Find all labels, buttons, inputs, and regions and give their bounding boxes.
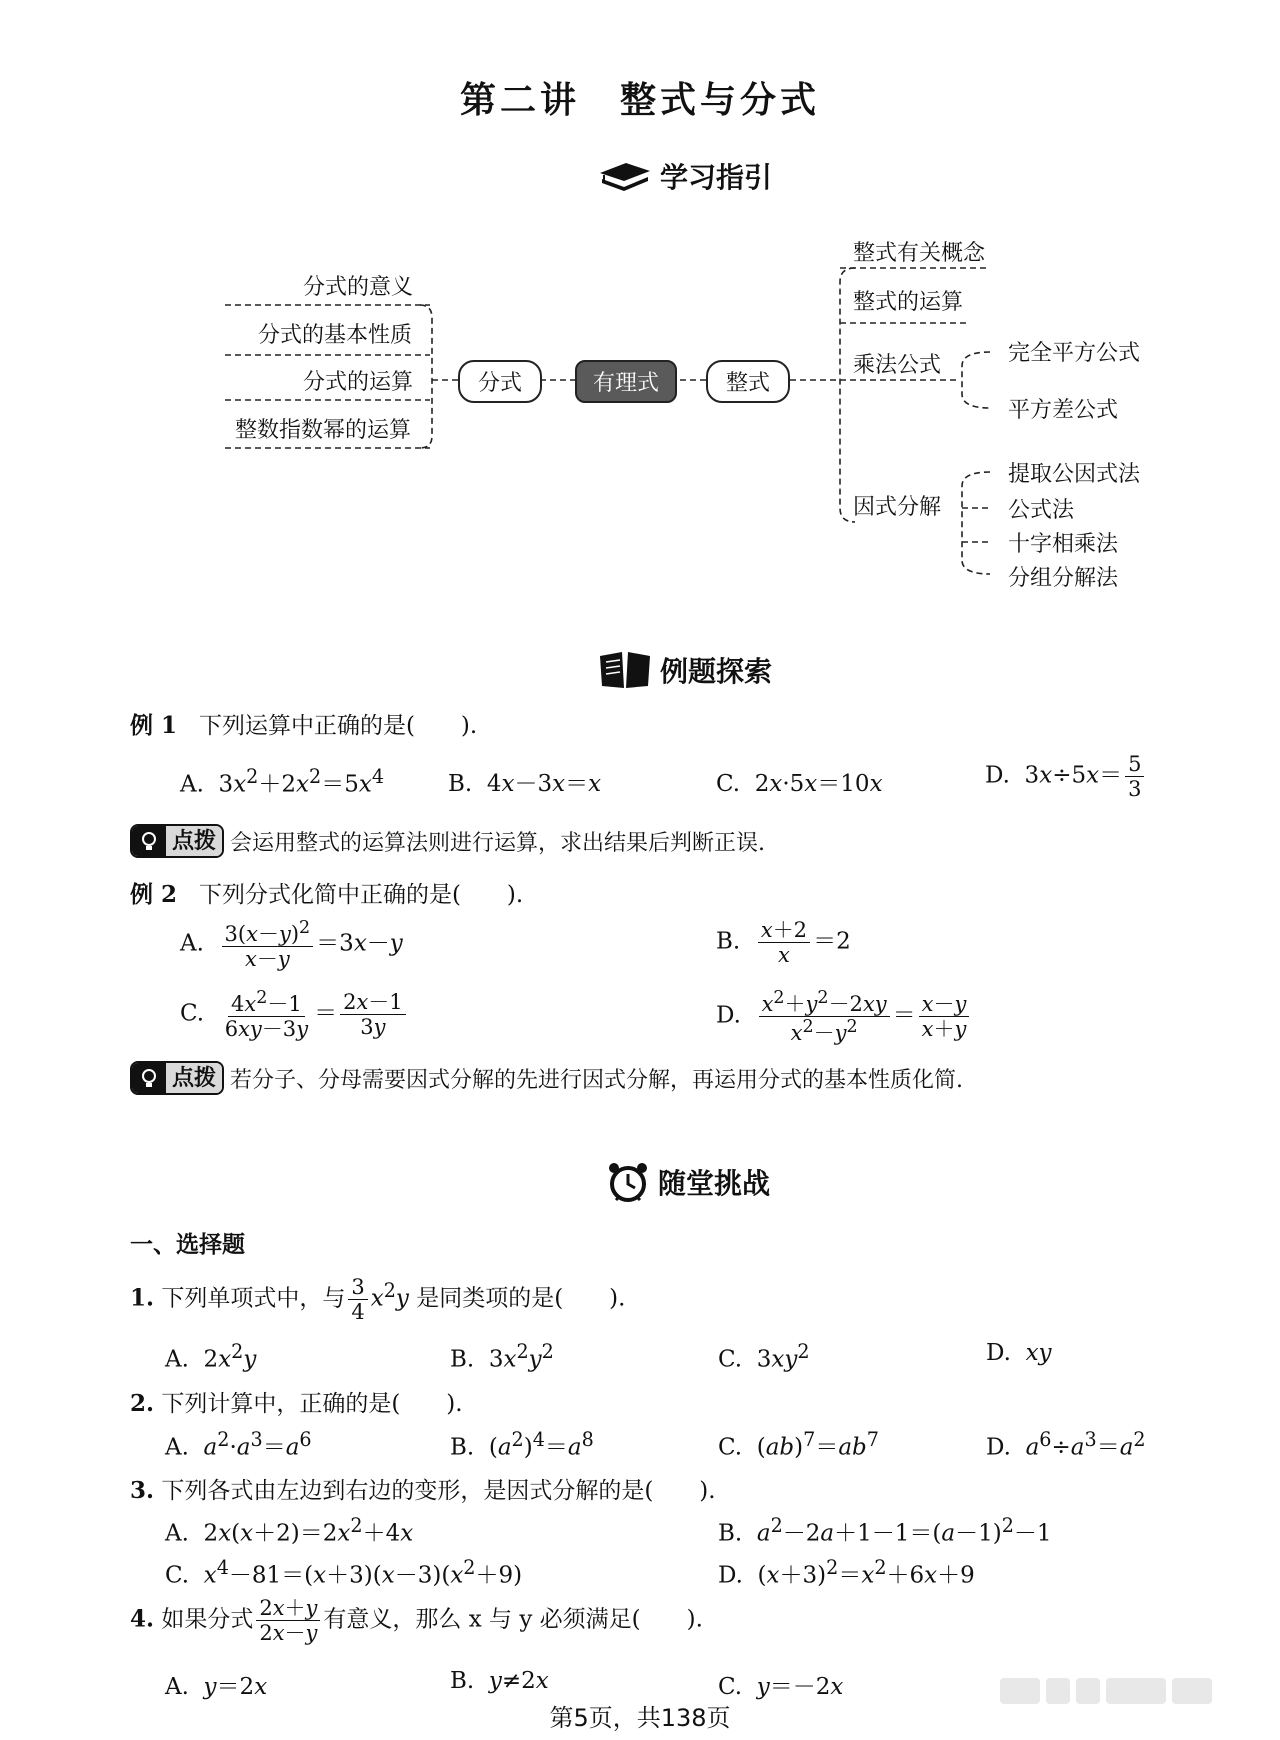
question-4-option-a: A. y＝2x — [165, 1674, 268, 1700]
question-1-option-d: D. xy — [986, 1340, 1052, 1366]
section-guide-title: 学习指引 — [660, 161, 773, 194]
example-1-option-d: D. 3x÷5x＝ $\frac{5}{3}$ — [985, 752, 1147, 801]
hint-text: 若分子、分母需要因式分解的先进行因式分解，再运用分式的基本性质化简. — [230, 1067, 964, 1093]
question-2-option-b: B. $(a^2)^4=a^8$ — [450, 1428, 594, 1461]
mindmap-right-item: 整式有关概念 — [853, 241, 986, 266]
open-book-icon — [598, 650, 652, 690]
hint-1 — [130, 824, 765, 858]
part-heading: 一、选择题 — [130, 1231, 245, 1258]
question-2: 2. 下列计算中，正确的是( ). — [130, 1390, 463, 1417]
question-4: 4. 如果分式 $\frac{2x+y}{2x-y}$ 有意义，那么 x 与 y 必须满足( ). — [130, 1596, 703, 1646]
section-examples-header — [598, 650, 772, 690]
example-text: 下列分式化简中正确的是( ). — [198, 882, 524, 908]
example-1-option-c: C. 2x·5x＝10x — [716, 771, 883, 797]
question-2-option-a: A. $a^2\cdot a^3=a^6$ — [165, 1428, 312, 1461]
mindmap-left-item: 整数指数幂的运算 — [235, 418, 412, 443]
example-label: 例 1 — [130, 712, 178, 739]
hint-badge: 点拨 — [130, 824, 224, 858]
example-2 — [130, 876, 523, 909]
example-1-option-b: B. 4x－3x＝x — [448, 771, 602, 797]
example-2-option-c: C. $\frac{4x^2-1}{6xy-3y}$ ＝ $\frac{2x-1}{3y}$ — [180, 988, 409, 1041]
mindmap-factor-item: 提取公因式法 — [1008, 462, 1141, 487]
question-4-option-c: C. y＝－2x — [718, 1674, 844, 1700]
mindmap-factor-item: 十字相乘法 — [1008, 532, 1119, 557]
mindmap-node-integral: 整式 — [706, 360, 790, 403]
mindmap-node-rational: 有理式 — [575, 360, 677, 403]
example-text: 下列运算中正确的是( ). — [198, 713, 478, 739]
question-3-option-d: D. $(x+3)^2=x^2+6x+9$ — [718, 1556, 975, 1589]
example-2-option-b: B. $\frac{x+2}{x}$ ＝2 — [716, 918, 851, 968]
example-1 — [130, 707, 477, 740]
lightbulb-icon — [132, 1063, 166, 1093]
mindmap-left-item: 分式的运算 — [303, 370, 414, 395]
example-1-option-a: A. $3x^2+2x^2=5x^4$ — [180, 765, 385, 798]
question-3-option-b: B. $a^2-2a+1-1=(a-1)^2-1$ — [718, 1514, 1052, 1547]
question-3-option-c: C. $x^4-81=(x+3)(x-3)(x^2+9)$ — [165, 1556, 523, 1589]
hint-badge: 点拨 — [130, 1061, 224, 1095]
section-challenge-header — [606, 1160, 770, 1204]
question-2-option-c: C. $(ab)^7=ab^7$ — [718, 1428, 879, 1461]
mindmap-mult-item: 平方差公式 — [1008, 398, 1119, 423]
mindmap-left-item: 分式的意义 — [303, 275, 414, 300]
lightbulb-icon — [132, 826, 166, 856]
section-examples-title: 例题探索 — [660, 655, 773, 688]
page-counter: 第5页，共138页 — [549, 1704, 731, 1732]
question-3: 3. 下列各式由左边到右边的变形，是因式分解的是( ). — [130, 1477, 716, 1504]
mindmap-right-item: 整式的运算 — [853, 290, 964, 315]
section-challenge-title: 随堂挑战 — [658, 1167, 771, 1200]
question-1-option-b: B. $3x^2y^2$ — [450, 1340, 554, 1373]
mindmap-node-fraction: 分式 — [458, 360, 542, 403]
example-label: 例 2 — [130, 881, 178, 908]
example-2-option-a: A. $\frac{3(x-y)^2}{x-y}$ ＝3x－y — [180, 918, 403, 972]
hint-text: 会运用整式的运算法则进行运算，求出结果后判断正误. — [230, 830, 766, 856]
question-1-option-c: C. $3xy^2$ — [718, 1340, 810, 1373]
mindmap-right-item: 乘法公式 — [853, 353, 942, 378]
mindmap-factor-item: 公式法 — [1008, 498, 1075, 523]
mindmap-right-item: 因式分解 — [853, 495, 942, 520]
page-title: 第二讲 整式与分式 — [459, 79, 820, 121]
question-3-option-a: A. $2x(x+2)=2x^2+4x$ — [165, 1514, 414, 1547]
question-1: 1. 下列单项式中，与 $\frac{3}{4}$ $x^2y$ 是同类项的是( ). — [130, 1275, 626, 1325]
question-1-option-a: A. $2x^2y$ — [165, 1340, 257, 1373]
mindmap-left-item: 分式的基本性质 — [258, 323, 413, 348]
example-2-option-d: D. $\frac{x^2+y^2-2xy}{x^2-y^2}$ ＝ $\frac{x-y}{x+y}$ — [716, 988, 972, 1045]
mindmap-mult-item: 完全平方公式 — [1008, 341, 1141, 366]
question-2-option-d: D. $a^6\div a^3=a^2$ — [986, 1428, 1146, 1461]
mindmap-factor-item: 分组分解法 — [1008, 566, 1119, 591]
question-4-option-b: B. y≠2x — [450, 1668, 549, 1694]
hint-2 — [130, 1061, 963, 1095]
alarm-clock-icon — [606, 1160, 650, 1204]
